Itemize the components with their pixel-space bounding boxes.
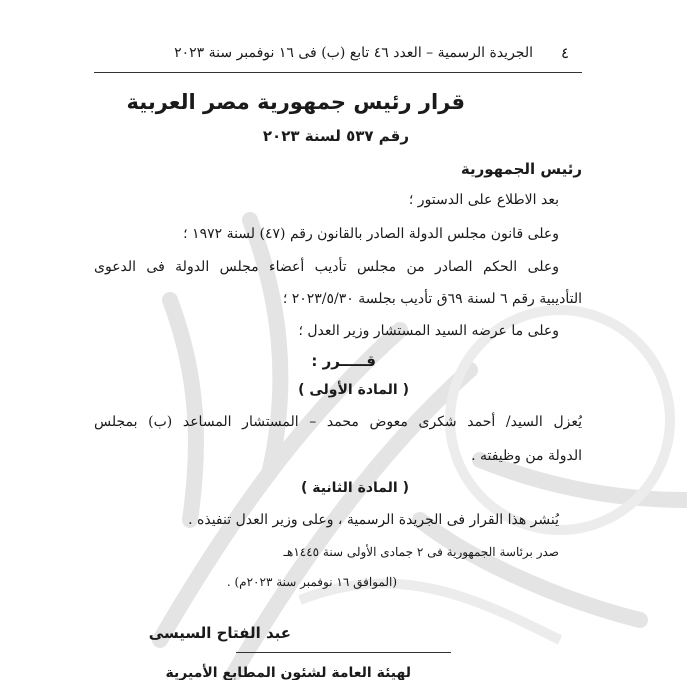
corresponding-date: (الموافق ١٦ نوفمبر سنة ٢٠٢٣م) . [226, 575, 397, 589]
header-divider [94, 72, 582, 73]
gazette-header: الجريدة الرسمية – العدد ٤٦ تابع (ب) فى ١٦ نوفمبر سنة ٢٠٢٣ [174, 45, 533, 61]
signature-name: عبد الفتاح السيسى [148, 624, 291, 642]
article-1-line-2: الدولة من وظيفته . [471, 448, 582, 464]
footer-text: لهيئة العامة لشئون المطابع الأميرية [165, 665, 411, 680]
decree-title: قرار رئيس جمهورية مصر العربية [126, 90, 465, 114]
article-1-line-1: يُعزل السيد/ أحمد شكرى معوض محمد – المستشار المساعد (ب) بمجلس [94, 414, 582, 430]
preamble-line-1: بعد الاطلاع على الدستور ؛ [408, 192, 559, 208]
article-2-line-1: يُنشر هذا القرار فى الجريدة الرسمية ، وعلى وزير العدل تنفيذه . [188, 512, 559, 528]
preamble-line-4: التأديبية رقم ٦ لسنة ٦٩ق تأديب بجلسة ٢٠٢٣/٥/٣٠ ؛ [282, 291, 582, 307]
decree-number: رقم ٥٣٧ لسنة ٢٠٢٣ [262, 127, 409, 145]
preamble-line-2: وعلى قانون مجلس الدولة الصادر بالقانون رقم (٤٧) لسنة ١٩٧٢ ؛ [183, 226, 559, 242]
issued-date: صدر برئاسة الجمهورية فى ٢ جمادى الأولى سنة ١٤٤٥هـ [283, 545, 559, 559]
footer-divider [236, 652, 451, 653]
article-1-heading: ( المادة الأولى ) [298, 382, 409, 398]
issuer-heading: رئيس الجمهورية [460, 160, 582, 178]
page-number: ٤ [560, 44, 569, 62]
preamble-line-3: وعلى الحكم الصادر من مجلس تأديب أعضاء مجلس الدولة فى الدعوى [94, 259, 559, 275]
decision-heading: قـــــرر : [311, 352, 376, 370]
article-2-heading: ( المادة الثانية ) [300, 480, 409, 496]
preamble-line-5: وعلى ما عرضه السيد المستشار وزير العدل ؛ [298, 323, 559, 339]
